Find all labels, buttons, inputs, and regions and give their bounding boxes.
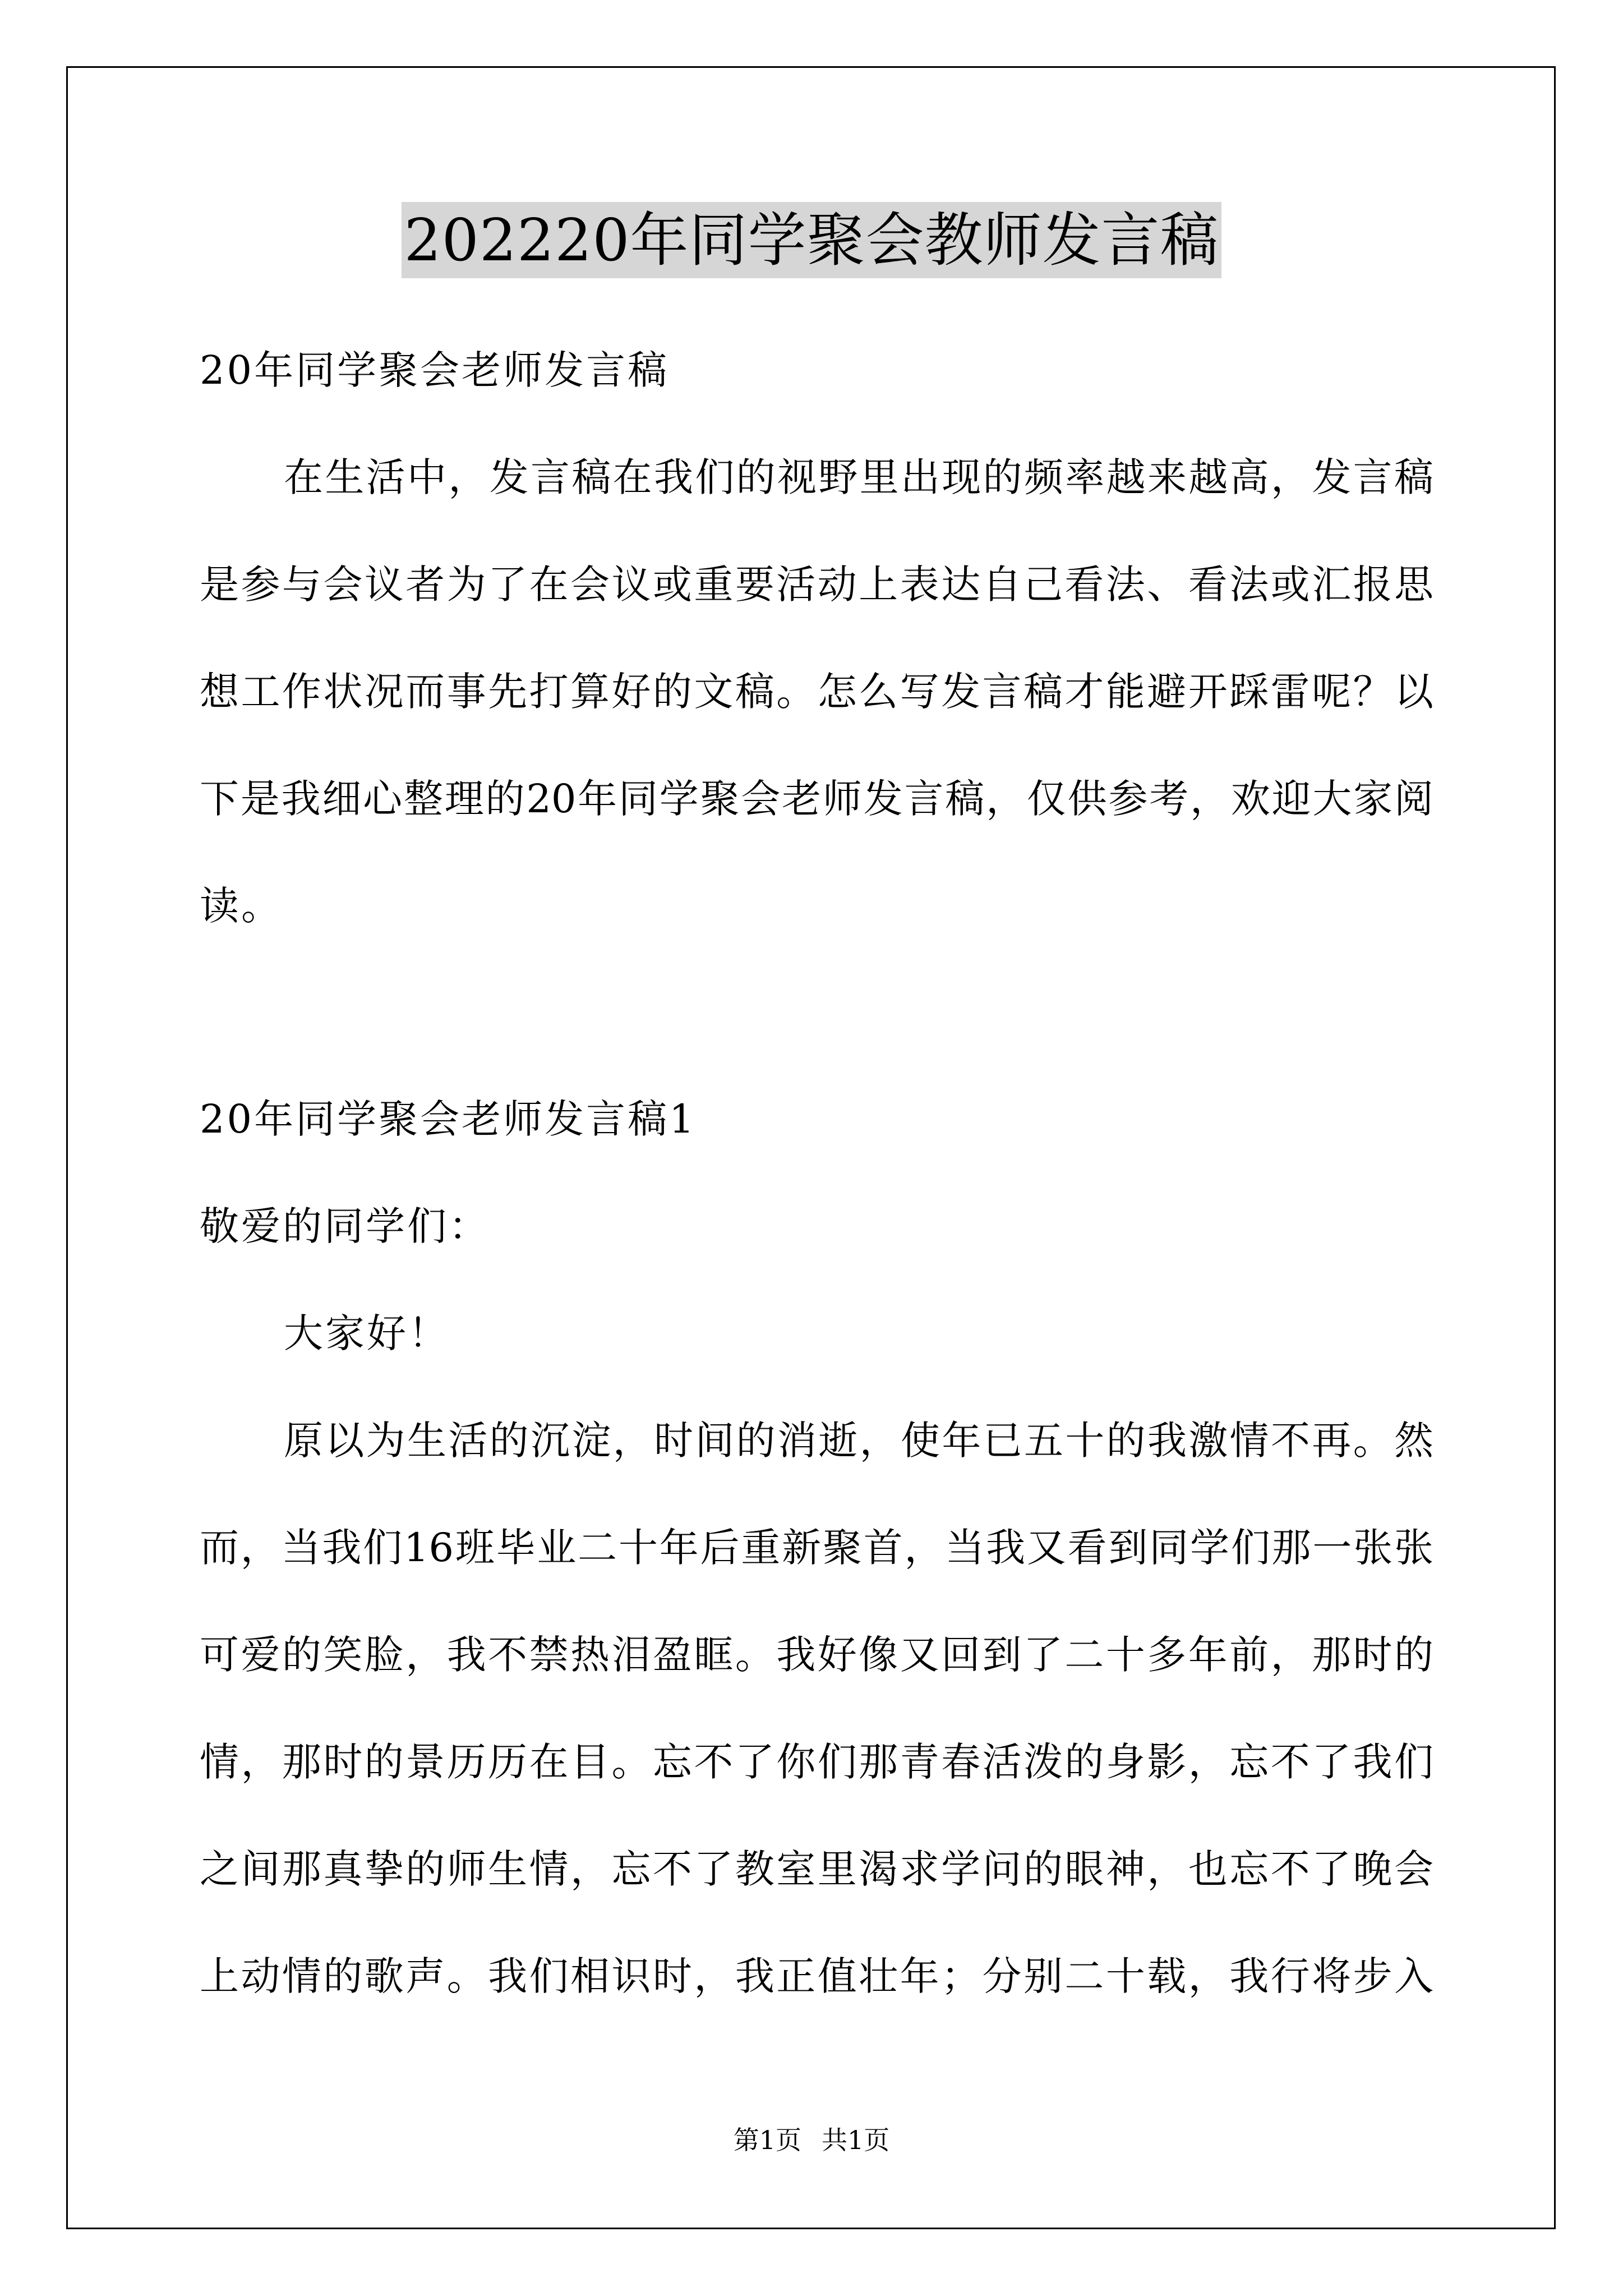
greeting: 大家好！	[284, 1310, 450, 1356]
document-body	[200, 342, 1433, 2055]
body-line: 上动情的歌声。我们相识时，我正值壮年；分别二十载，我行将步入	[200, 1953, 1433, 1999]
subtitle: 20年同学聚会老师发言稿	[200, 347, 670, 393]
body-line: 可爱的笑脸，我不禁热泪盈眶。我好像又回到了二十多年前，那时的	[200, 1632, 1433, 1678]
body-line: 情，那时的景历历在目。忘不了你们那青春活泼的身影，忘不了我们	[200, 1739, 1433, 1785]
intro-line: 下是我细心整理的20年同学聚会老师发言稿，仅供参考，欢迎大家阅	[200, 776, 1433, 822]
page-footer	[0, 2123, 1623, 2157]
section-heading: 20年同学聚会老师发言稿1	[200, 1096, 697, 1142]
page-number: 第1页	[733, 2125, 801, 2155]
title-container	[0, 202, 1623, 278]
page-total: 共1页	[822, 2125, 890, 2155]
intro-line: 想工作状况而事先打算好的文稿。怎么写发言稿才能避开踩雷呢？以	[200, 669, 1433, 715]
body-line: 原以为生活的沉淀，时间的消逝，使年已五十的我激情不再。然	[284, 1418, 1433, 1464]
body-line: 之间那真挚的师生情，忘不了教室里渴求学问的眼神，也忘不了晚会	[200, 1846, 1433, 1892]
salutation: 敬爱的同学们：	[200, 1203, 490, 1249]
intro-line: 读。	[200, 883, 283, 929]
intro-line: 是参与会议者为了在会议或重要活动上表达自己看法、看法或汇报思	[200, 562, 1433, 608]
body-line: 而，当我们16班毕业二十年后重新聚首，当我又看到同学们那一张张	[200, 1525, 1433, 1571]
document-title: 202220年同学聚会教师发言稿	[402, 202, 1221, 278]
intro-line: 在生活中，发言稿在我们的视野里出现的频率越来越高，发言稿	[284, 454, 1433, 500]
